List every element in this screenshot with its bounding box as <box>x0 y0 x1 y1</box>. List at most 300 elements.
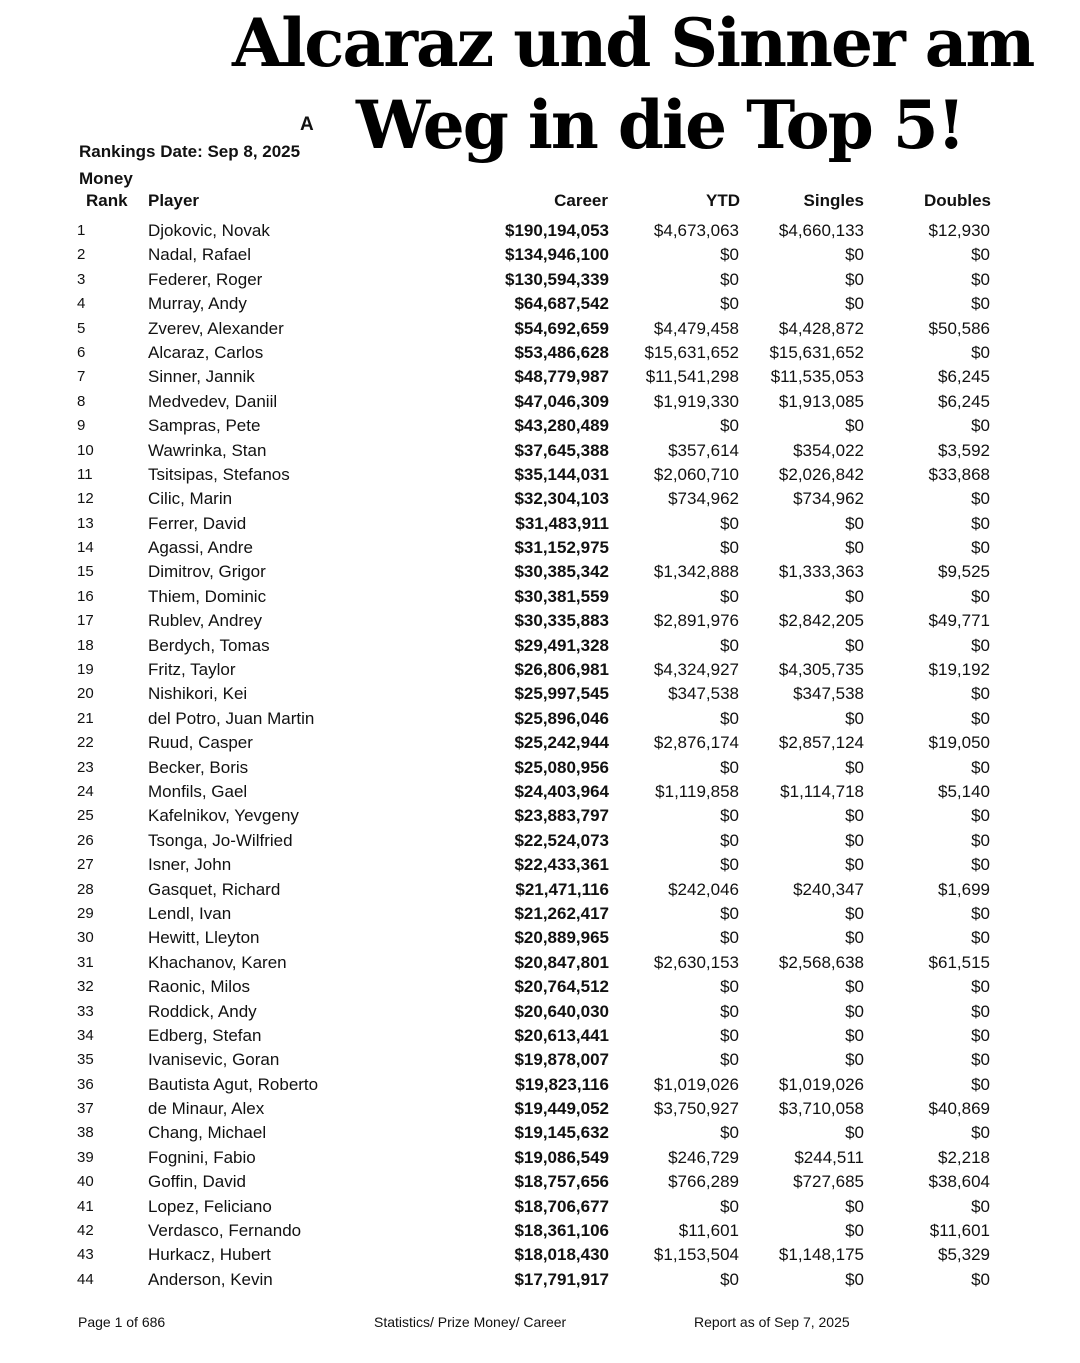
rank-cell: 2 <box>77 246 86 264</box>
doubles-cell: $0 <box>971 928 990 948</box>
table-row <box>0 951 1080 975</box>
singles-cell: $0 <box>845 830 864 850</box>
career-cell: $18,757,656 <box>514 1172 609 1192</box>
singles-cell: $240,347 <box>793 879 864 899</box>
doubles-cell: $0 <box>971 538 990 558</box>
table-row <box>0 756 1080 780</box>
singles-cell: $0 <box>845 1025 864 1045</box>
player-cell: Isner, John <box>148 855 232 875</box>
rank-cell: 30 <box>77 929 94 947</box>
singles-cell: $2,568,638 <box>778 952 864 972</box>
player-cell: Ivanisevic, Goran <box>148 1050 280 1070</box>
table-row <box>0 560 1080 584</box>
rank-cell: 6 <box>77 343 86 361</box>
doubles-cell: $0 <box>971 416 990 436</box>
singles-cell: $0 <box>845 586 864 606</box>
career-cell: $48,779,987 <box>514 367 609 387</box>
ytd-cell: $0 <box>720 1269 739 1289</box>
rank-cell: 29 <box>77 904 94 922</box>
column-header-player: Player <box>148 191 200 210</box>
ytd-cell: $0 <box>720 294 739 314</box>
singles-cell: $1,333,363 <box>778 562 864 582</box>
ytd-cell: $1,342,888 <box>653 562 739 582</box>
player-cell: Rublev, Andrey <box>148 611 263 631</box>
singles-cell: $1,913,085 <box>778 391 864 411</box>
rank-cell: 16 <box>77 587 94 605</box>
doubles-cell: $0 <box>971 1269 990 1289</box>
ytd-cell: $1,919,330 <box>653 391 739 411</box>
doubles-cell: $6,245 <box>938 367 990 387</box>
table-row <box>0 1243 1080 1267</box>
table-row <box>0 707 1080 731</box>
singles-cell: $0 <box>845 708 864 728</box>
career-cell: $18,018,430 <box>514 1245 609 1265</box>
rank-cell: 22 <box>77 734 94 752</box>
rank-cell: 1 <box>77 222 86 239</box>
ytd-cell: $2,630,153 <box>653 952 739 972</box>
rank-cell: 24 <box>77 782 94 800</box>
column-header-rank: Rank <box>86 191 128 210</box>
rank-cell: 17 <box>77 612 94 630</box>
table-row <box>0 1195 1080 1219</box>
doubles-cell: $19,192 <box>928 660 990 680</box>
player-cell: Agassi, Andre <box>148 538 253 558</box>
singles-cell: $3,710,058 <box>778 1099 864 1119</box>
player-cell: Zverev, Alexander <box>148 318 284 338</box>
player-cell: Dimitrov, Grigor <box>148 562 266 582</box>
table-row <box>0 878 1080 902</box>
doubles-cell: $0 <box>971 513 990 533</box>
player-cell: Tsitsipas, Stefanos <box>148 464 290 484</box>
ytd-cell: $3,750,927 <box>653 1099 739 1119</box>
table-row <box>0 975 1080 999</box>
career-cell: $30,335,883 <box>514 611 609 631</box>
career-cell: $18,361,106 <box>514 1221 609 1241</box>
singles-cell: $0 <box>845 294 864 314</box>
rank-cell: 32 <box>77 978 94 996</box>
report-title-fragment: A <box>300 114 314 135</box>
singles-cell: $1,148,175 <box>778 1245 864 1265</box>
doubles-cell: $0 <box>971 1196 990 1216</box>
career-cell: $20,640,030 <box>514 1001 609 1021</box>
player-cell: Alcaraz, Carlos <box>148 342 264 362</box>
singles-cell: $11,535,053 <box>770 367 864 387</box>
table-row <box>0 829 1080 853</box>
player-cell: Ferrer, David <box>148 513 247 533</box>
career-cell: $134,946,100 <box>505 245 609 265</box>
doubles-cell: $40,869 <box>928 1099 990 1119</box>
player-cell: Hurkacz, Hubert <box>148 1245 271 1265</box>
table-row <box>0 439 1080 463</box>
player-cell: Wawrinka, Stan <box>148 440 267 460</box>
singles-cell: $2,026,842 <box>778 464 864 484</box>
doubles-cell: $0 <box>971 684 990 704</box>
ytd-cell: $242,046 <box>668 879 739 899</box>
career-cell: $30,381,559 <box>514 586 609 606</box>
career-cell: $18,706,677 <box>514 1196 609 1216</box>
doubles-cell: $0 <box>971 830 990 850</box>
player-cell: Nishikori, Kei <box>148 684 248 704</box>
player-cell: Gasquet, Richard <box>148 879 281 899</box>
table-row <box>0 512 1080 536</box>
singles-cell: $0 <box>845 1001 864 1021</box>
singles-cell: $0 <box>845 903 864 923</box>
ytd-cell: $0 <box>720 1025 739 1045</box>
doubles-cell: $0 <box>971 1001 990 1021</box>
singles-cell: $354,022 <box>793 440 864 460</box>
doubles-cell: $0 <box>971 245 990 265</box>
career-cell: $53,486,628 <box>514 342 609 362</box>
doubles-cell: $0 <box>971 1123 990 1143</box>
doubles-cell: $0 <box>971 1074 990 1094</box>
rank-cell: 11 <box>77 465 93 483</box>
doubles-cell: $0 <box>971 489 990 509</box>
player-cell: del Potro, Juan Martin <box>148 708 315 728</box>
singles-cell: $244,511 <box>794 1147 864 1167</box>
player-cell: Raonic, Milos <box>148 977 251 997</box>
doubles-cell: $0 <box>971 294 990 314</box>
rank-cell: 38 <box>77 1124 94 1142</box>
rank-cell: 43 <box>77 1246 94 1264</box>
singles-cell: $0 <box>845 245 864 265</box>
career-cell: $19,086,549 <box>514 1147 609 1167</box>
table-row <box>0 585 1080 609</box>
ytd-cell: $357,614 <box>668 440 739 460</box>
singles-cell: $0 <box>845 855 864 875</box>
column-header-career: Career <box>554 191 608 210</box>
career-cell: $20,764,512 <box>514 977 609 997</box>
career-cell: $31,152,975 <box>514 538 609 558</box>
column-header-doubles: Doubles <box>923 191 991 210</box>
player-cell: Lendl, Ivan <box>148 903 232 923</box>
table-row <box>0 1097 1080 1121</box>
singles-cell: $0 <box>845 977 864 997</box>
table-row <box>0 902 1080 926</box>
table-row <box>0 804 1080 828</box>
rank-cell: 23 <box>77 758 94 776</box>
ytd-cell: $2,876,174 <box>653 733 739 753</box>
rank-cell: 8 <box>77 392 86 410</box>
player-cell: Thiem, Dominic <box>148 586 267 606</box>
ytd-cell: $0 <box>720 928 739 948</box>
singles-cell: $0 <box>845 416 864 436</box>
player-cell: Djokovic, Novak <box>148 221 270 240</box>
ytd-cell: $0 <box>720 1196 739 1216</box>
ytd-cell: $1,119,858 <box>655 781 739 801</box>
player-cell: Monfils, Gael <box>148 781 248 801</box>
rank-cell: 15 <box>77 563 94 581</box>
ytd-cell: $0 <box>720 855 739 875</box>
table-row <box>0 658 1080 682</box>
career-cell: $37,645,388 <box>514 440 609 460</box>
ytd-cell: $4,673,063 <box>653 221 739 240</box>
singles-cell: $2,857,124 <box>778 733 864 753</box>
report-as-of: Report as of Sep 7, 2025 <box>694 1314 850 1330</box>
singles-cell: $1,019,026 <box>778 1074 864 1094</box>
player-cell: Federer, Roger <box>148 269 263 289</box>
player-cell: Edberg, Stefan <box>148 1025 262 1045</box>
career-cell: $21,471,116 <box>515 879 609 899</box>
career-cell: $22,524,073 <box>514 830 609 850</box>
doubles-cell: $50,586 <box>928 318 990 338</box>
rank-cell: 42 <box>77 1222 94 1240</box>
rankings-date: Rankings Date: Sep 8, 2025 <box>79 142 301 161</box>
ytd-cell: $15,631,652 <box>644 342 739 362</box>
ytd-cell: $0 <box>720 269 739 289</box>
singles-cell: $15,631,652 <box>769 342 864 362</box>
table-row <box>0 463 1080 487</box>
career-cell: $17,791,917 <box>514 1269 609 1289</box>
rank-cell: 13 <box>77 514 94 532</box>
player-cell: Fritz, Taylor <box>148 660 236 680</box>
career-cell: $31,483,911 <box>515 513 609 533</box>
doubles-cell: $11,601 <box>929 1221 990 1241</box>
page-number: Page 1 of 686 <box>78 1314 166 1330</box>
singles-cell: $0 <box>845 513 864 533</box>
ytd-cell: $11,601 <box>678 1221 739 1241</box>
table-row <box>0 1219 1080 1243</box>
headline-line-2: Weg in die Top 5! <box>356 86 964 164</box>
career-cell: $19,449,052 <box>514 1099 609 1119</box>
table-row <box>0 609 1080 633</box>
career-cell: $24,403,964 <box>514 781 609 801</box>
ytd-cell: $766,289 <box>668 1172 739 1192</box>
ytd-cell: $0 <box>720 757 739 777</box>
doubles-cell: $0 <box>971 269 990 289</box>
career-cell: $43,280,489 <box>514 416 609 436</box>
player-cell: Hewitt, Lleyton <box>148 928 260 948</box>
doubles-cell: $19,050 <box>928 733 990 753</box>
doubles-cell: $0 <box>971 1050 990 1070</box>
report-section: Statistics/ Prize Money/ Career <box>374 1314 567 1330</box>
doubles-cell: $0 <box>971 635 990 655</box>
player-cell: Cilic, Marin <box>148 489 233 509</box>
ytd-cell: $0 <box>720 586 739 606</box>
rank-cell: 12 <box>77 490 94 508</box>
table-row <box>0 341 1080 365</box>
rank-cell: 21 <box>77 709 94 727</box>
ytd-cell: $0 <box>720 977 739 997</box>
ytd-cell: $0 <box>720 1123 739 1143</box>
player-cell: Fognini, Fabio <box>148 1147 256 1167</box>
ytd-cell: $0 <box>720 708 739 728</box>
table-row <box>0 1121 1080 1145</box>
career-cell: $25,997,545 <box>514 684 609 704</box>
singles-cell: $347,538 <box>793 684 864 704</box>
ytd-cell: $4,324,927 <box>653 660 739 680</box>
rank-cell: 25 <box>77 807 94 825</box>
singles-cell: $0 <box>845 1196 864 1216</box>
rank-cell: 37 <box>77 1100 94 1118</box>
career-cell: $25,080,956 <box>514 757 609 777</box>
singles-cell: $727,685 <box>793 1172 864 1192</box>
player-cell: Bautista Agut, Roberto <box>148 1074 319 1094</box>
ytd-cell: $734,962 <box>668 489 739 509</box>
prize-money-table <box>0 219 1080 1292</box>
rank-cell: 18 <box>77 636 94 654</box>
player-cell: Khachanov, Karen <box>148 952 287 972</box>
player-cell: Verdasco, Fernando <box>148 1221 302 1241</box>
rank-cell: 20 <box>77 685 94 703</box>
career-cell: $26,806,981 <box>514 660 609 680</box>
career-cell: $25,242,944 <box>514 733 609 753</box>
career-cell: $64,687,542 <box>514 294 609 314</box>
singles-cell: $734,962 <box>793 489 864 509</box>
player-cell: Roddick, Andy <box>148 1001 257 1021</box>
ytd-cell: $0 <box>720 903 739 923</box>
doubles-cell: $3,592 <box>938 440 990 460</box>
doubles-cell: $61,515 <box>928 952 990 972</box>
table-row <box>0 1024 1080 1048</box>
doubles-cell: $12,930 <box>928 221 990 240</box>
table-row <box>0 365 1080 389</box>
career-cell: $20,889,965 <box>514 928 609 948</box>
ytd-cell: $0 <box>720 538 739 558</box>
doubles-cell: $5,140 <box>938 781 990 801</box>
rank-cell: 5 <box>77 319 86 337</box>
table-row <box>0 780 1080 804</box>
singles-cell: $0 <box>845 1050 864 1070</box>
table-row <box>0 634 1080 658</box>
rank-cell: 34 <box>77 1026 94 1044</box>
career-cell: $54,692,659 <box>514 318 609 338</box>
player-cell: Ruud, Casper <box>148 733 253 753</box>
doubles-cell: $33,868 <box>928 464 990 484</box>
doubles-cell: $9,525 <box>938 562 990 582</box>
doubles-cell: $0 <box>971 806 990 826</box>
player-cell: Sinner, Jannik <box>148 367 255 387</box>
player-cell: Chang, Michael <box>148 1123 267 1143</box>
ytd-cell: $0 <box>720 635 739 655</box>
doubles-cell: $0 <box>971 855 990 875</box>
player-cell: Nadal, Rafael <box>148 245 252 265</box>
table-row <box>0 853 1080 877</box>
ytd-cell: $0 <box>720 416 739 436</box>
ytd-cell: $1,153,504 <box>653 1245 739 1265</box>
rank-cell: 3 <box>77 270 86 288</box>
singles-cell: $0 <box>845 757 864 777</box>
rank-cell: 36 <box>77 1075 94 1093</box>
table-row <box>0 1073 1080 1097</box>
doubles-cell: $0 <box>971 342 990 362</box>
singles-cell: $0 <box>845 269 864 289</box>
career-cell: $20,613,441 <box>514 1025 609 1045</box>
ytd-cell: $11,541,298 <box>645 367 739 387</box>
rank-cell: 27 <box>77 856 94 874</box>
singles-cell: $0 <box>845 538 864 558</box>
player-cell: Sampras, Pete <box>148 416 261 436</box>
doubles-cell: $49,771 <box>928 611 990 631</box>
rank-cell: 10 <box>77 441 94 459</box>
player-cell: Goffin, David <box>148 1172 246 1192</box>
player-cell: Murray, Andy <box>148 294 247 314</box>
rank-cell: 7 <box>77 368 86 386</box>
doubles-cell: $0 <box>971 1025 990 1045</box>
doubles-cell: $0 <box>971 708 990 728</box>
career-cell: $29,491,328 <box>514 635 609 655</box>
ytd-cell: $2,060,710 <box>653 464 739 484</box>
singles-cell: $4,660,133 <box>778 221 864 240</box>
ytd-cell: $0 <box>720 245 739 265</box>
table-row <box>0 1048 1080 1072</box>
column-header-singles: Singles <box>803 191 864 210</box>
table-row <box>0 1146 1080 1170</box>
table-row <box>0 1000 1080 1024</box>
table-row <box>0 926 1080 950</box>
rank-cell: 4 <box>77 295 86 313</box>
singles-cell: $4,305,735 <box>778 660 864 680</box>
singles-cell: $0 <box>845 1269 864 1289</box>
career-cell: $19,823,116 <box>515 1074 609 1094</box>
career-cell: $22,433,361 <box>514 855 609 875</box>
player-cell: Berdych, Tomas <box>148 635 270 655</box>
player-cell: Lopez, Feliciano <box>148 1196 272 1216</box>
doubles-cell: $0 <box>971 903 990 923</box>
doubles-cell: $0 <box>971 757 990 777</box>
column-header-ytd: YTD <box>706 191 740 210</box>
rank-cell: 31 <box>77 953 94 971</box>
ytd-cell: $2,891,976 <box>653 611 739 631</box>
headline-line-1: Alcaraz und Sinner am <box>232 4 1034 82</box>
career-cell: $30,385,342 <box>514 562 609 582</box>
player-cell: Anderson, Kevin <box>148 1269 273 1289</box>
rank-cell: 44 <box>77 1270 94 1288</box>
table-row <box>0 317 1080 341</box>
ytd-cell: $0 <box>720 1001 739 1021</box>
singles-cell: $0 <box>845 1123 864 1143</box>
singles-cell: $0 <box>845 928 864 948</box>
ytd-cell: $347,538 <box>668 684 739 704</box>
table-row <box>0 292 1080 316</box>
player-cell: Medvedev, Daniil <box>148 391 278 411</box>
career-cell: $35,144,031 <box>514 464 609 484</box>
table-row <box>0 414 1080 438</box>
rank-cell: 35 <box>77 1051 94 1069</box>
singles-cell: $0 <box>845 806 864 826</box>
rank-cell: 33 <box>77 1002 94 1020</box>
doubles-cell: $0 <box>971 977 990 997</box>
career-cell: $25,896,046 <box>514 708 609 728</box>
career-cell: $19,878,007 <box>514 1050 609 1070</box>
table-row <box>0 219 1080 243</box>
doubles-cell: $0 <box>971 586 990 606</box>
career-cell: $47,046,309 <box>514 391 609 411</box>
rank-cell: 19 <box>77 661 94 679</box>
table-row <box>0 243 1080 267</box>
doubles-cell: $2,218 <box>938 1147 990 1167</box>
table-row <box>0 731 1080 755</box>
rank-cell: 14 <box>77 539 94 557</box>
ytd-cell: $0 <box>720 830 739 850</box>
rank-cell: 41 <box>77 1197 94 1215</box>
player-cell: Becker, Boris <box>148 757 249 777</box>
player-cell: Tsonga, Jo-Wilfried <box>148 830 293 850</box>
ytd-cell: $246,729 <box>668 1147 739 1167</box>
singles-cell: $0 <box>845 1221 864 1241</box>
ytd-cell: $0 <box>720 1050 739 1070</box>
career-cell: $190,194,053 <box>505 221 609 240</box>
singles-cell: $2,842,205 <box>778 611 864 631</box>
career-cell: $130,594,339 <box>505 269 609 289</box>
table-row <box>0 1170 1080 1194</box>
career-cell: $20,847,801 <box>514 952 609 972</box>
table-row <box>0 536 1080 560</box>
doubles-cell: $38,604 <box>928 1172 990 1192</box>
career-cell: $32,304,103 <box>514 489 609 509</box>
rank-cell: 26 <box>77 831 94 849</box>
table-row <box>0 1268 1080 1292</box>
singles-cell: $0 <box>845 635 864 655</box>
